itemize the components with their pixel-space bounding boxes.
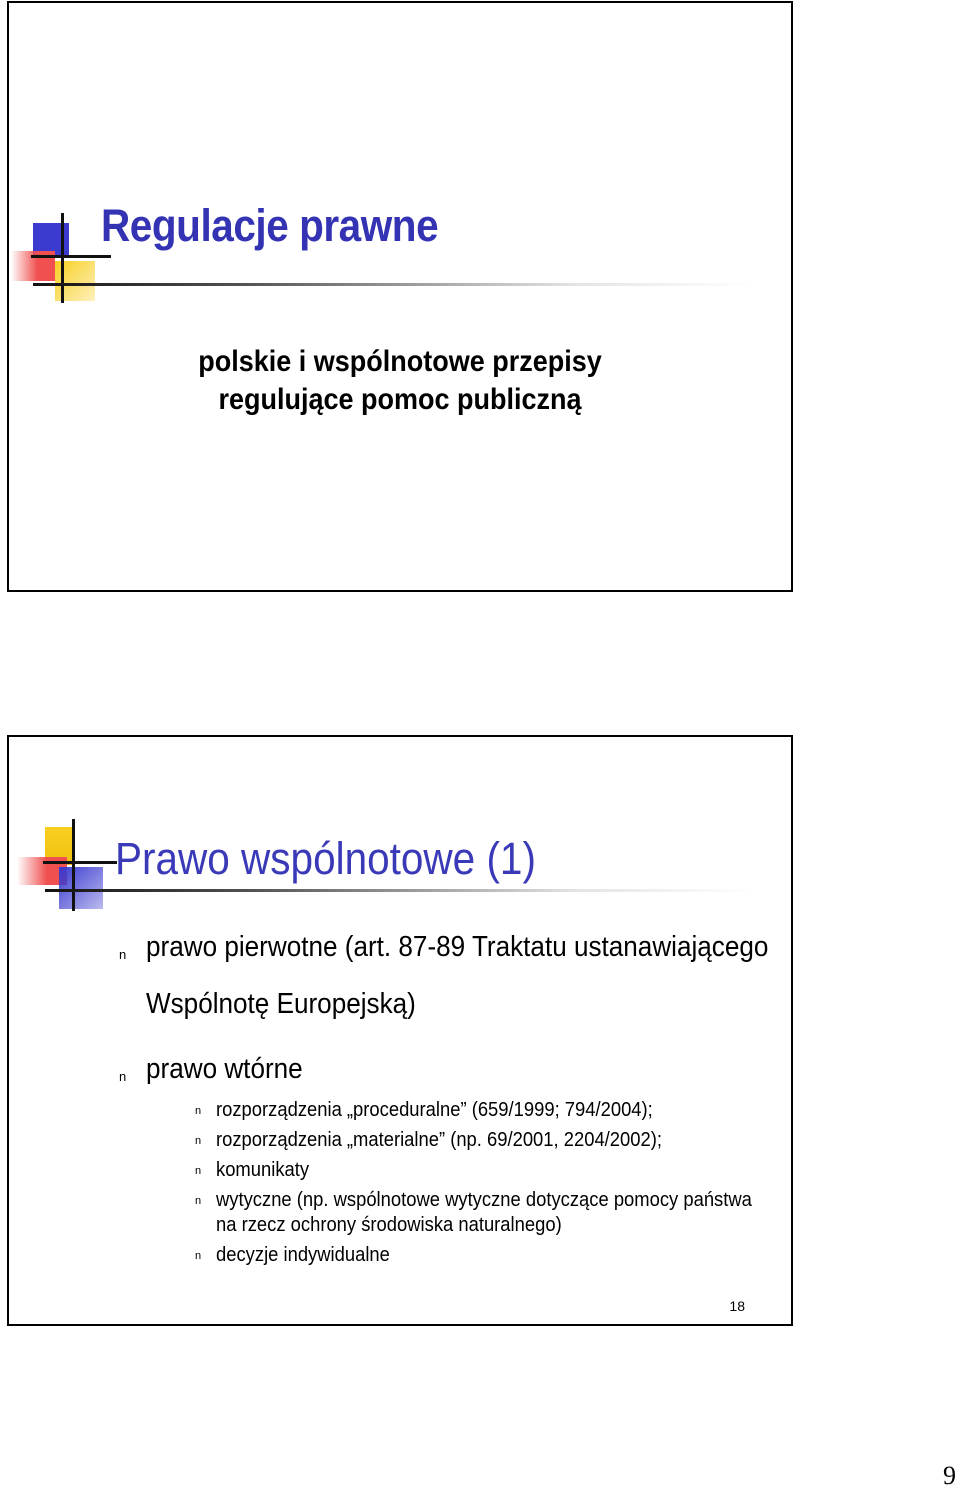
title-divider: [33, 283, 753, 286]
sheet-number: 9: [943, 1461, 956, 1490]
subtitle: [48, 343, 752, 419]
subtitle-line-2: regulujące pomoc publiczną: [218, 383, 582, 416]
page-number: 18: [729, 1298, 745, 1314]
sub-bullet-marker: n: [195, 1165, 202, 1177]
sub-list-item: wytyczne (np. wspólnotowe wytyczne dotyczące pomocy państwa: [216, 1189, 752, 1211]
bullet-list: [9, 737, 791, 1324]
list-item-continuation: Wspólnotę Europejską): [146, 988, 416, 1020]
sub-bullet-marker: n: [195, 1105, 202, 1117]
sub-list-item: rozporządzenia „materialne” (np. 69/2001, 2204/2002);: [216, 1129, 662, 1151]
slide-1: [7, 1, 793, 592]
slide-logo-icon: [11, 213, 111, 313]
list-item: prawo pierwotne (art. 87-89 Traktatu ustanawiającego: [146, 931, 769, 963]
subtitle-line-1: polskie i wspólnotowe przepisy: [198, 345, 602, 378]
page-title: Regulacje prawne: [101, 200, 439, 251]
bullet-marker: n: [119, 1069, 127, 1084]
sub-bullet-marker: n: [195, 1250, 202, 1262]
sub-list-item: komunikaty: [216, 1159, 310, 1181]
slide-2: [7, 735, 793, 1326]
bullet-marker: n: [119, 947, 127, 962]
sub-list-item: decyzje indywidualne: [216, 1244, 390, 1266]
list-item: prawo wtórne: [146, 1053, 303, 1085]
page-title: Prawo wspólnotowe (1): [115, 833, 536, 884]
sub-bullet-marker: n: [195, 1195, 202, 1207]
sub-bullet-marker: n: [195, 1135, 202, 1147]
sub-list-item: rozporządzenia „proceduralne” (659/1999; 794/2004);: [216, 1099, 653, 1121]
sub-list-item-continuation: na rzecz ochrony środowiska naturalnego): [216, 1214, 562, 1236]
